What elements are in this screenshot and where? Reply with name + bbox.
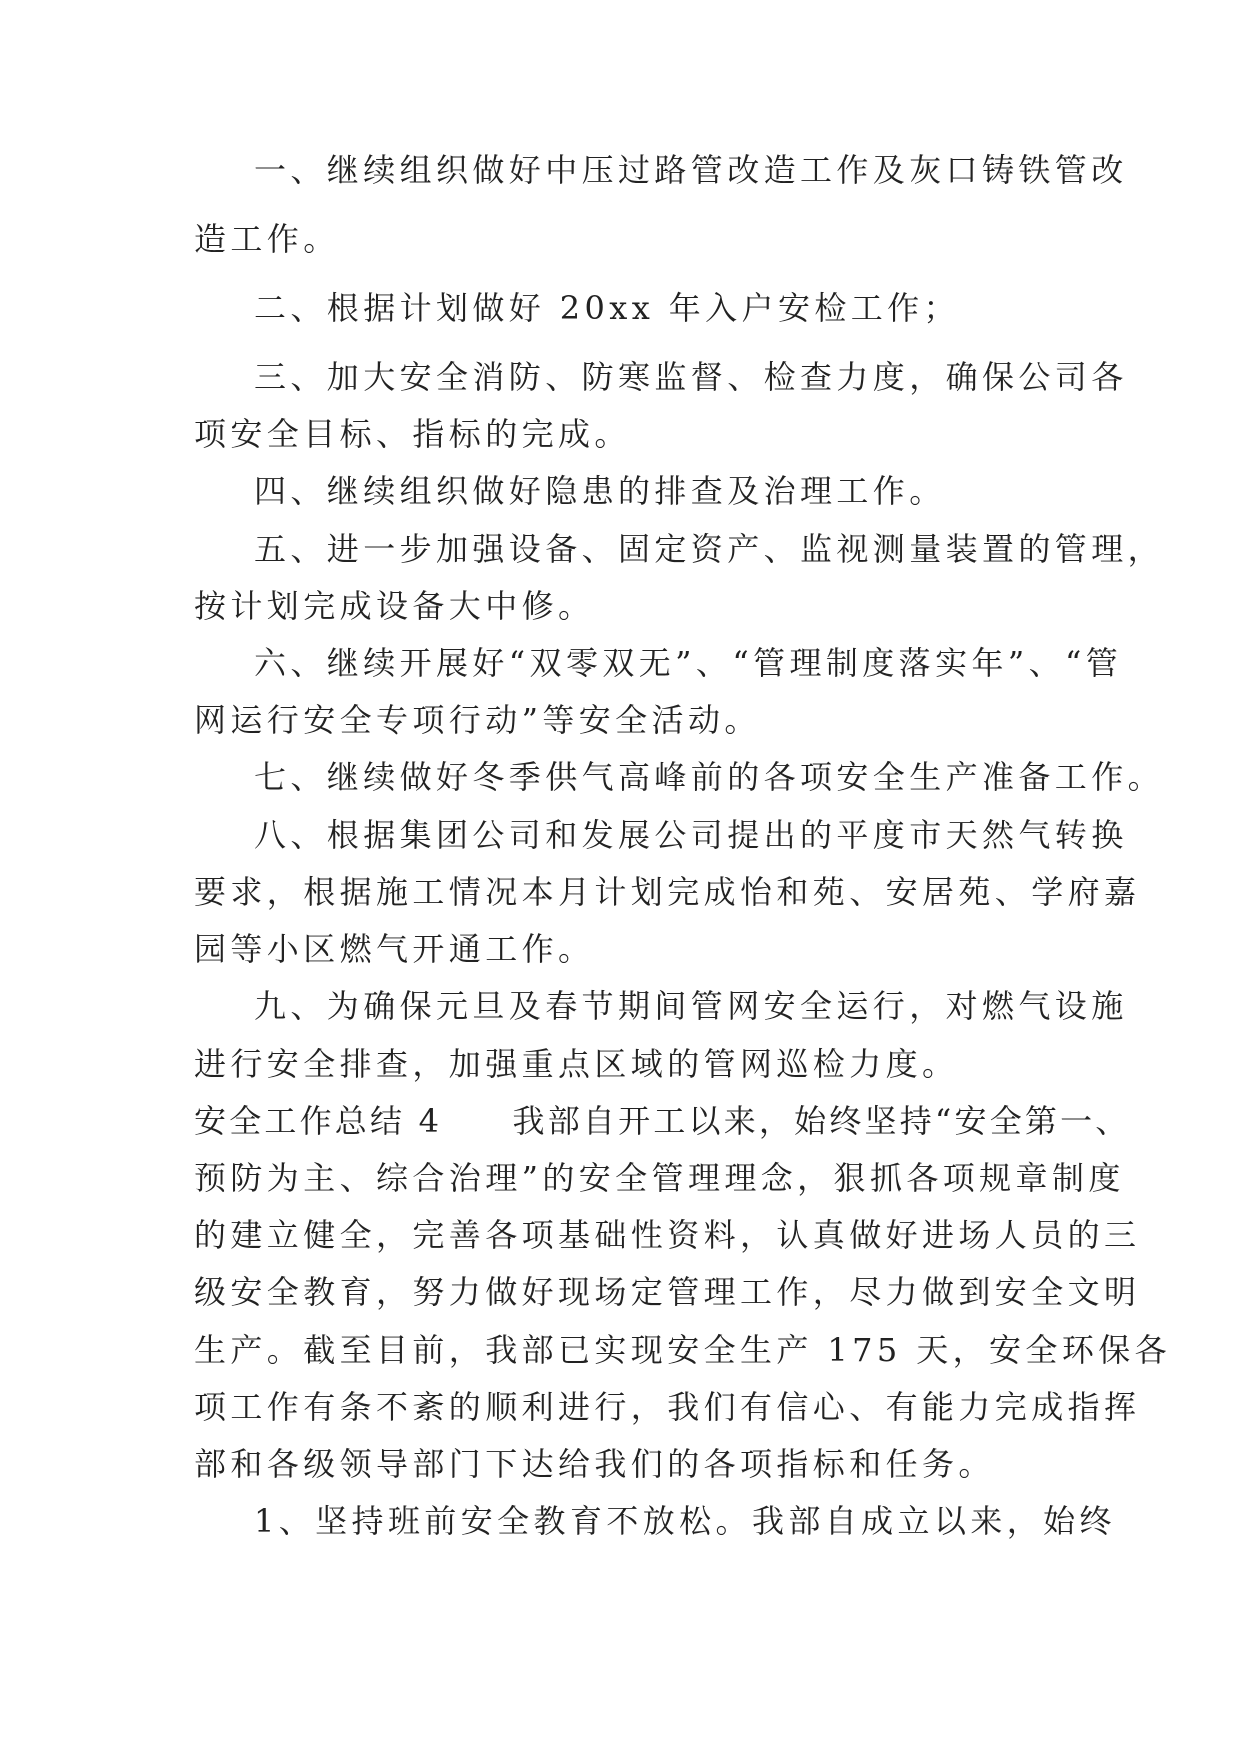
text-line: 六、继续开展好“双零双无”、“管理制度落实年”、“管 [254,644,1123,682]
text-line: 一、继续组织做好中压过路管改造工作及灰口铸铁管改 [254,151,1128,189]
text-line: 按计划完成设备大中修。 [194,587,595,625]
text-line: 1、坚持班前安全教育不放松。我部自成立以来，始终 [254,1502,1116,1540]
text-line: 五、进一步加强设备、固定资产、监视测量装置的管理， [254,530,1165,568]
text-line: 网运行安全专项行动”等安全活动。 [194,701,761,739]
text-line: 二、根据计划做好 20xx 年入户安检工作； [254,289,960,327]
text-line: 生产。截至目前，我部已实现安全生产 175 天，安全环保各 [194,1331,1172,1369]
text-line: 九、为确保元旦及春节期间管网安全运行，对燃气设施 [254,987,1128,1025]
text-line: 进行安全排查，加强重点区域的管网巡检力度。 [194,1045,959,1083]
text-line: 四、继续组织做好隐患的排查及治理工作。 [254,472,946,510]
text-line: 八、根据集团公司和发展公司提出的平度市天然气转换 [254,816,1128,854]
section-heading-line: 安全工作总结 4 我部自开工以来，始终坚持“安全第一、 [194,1102,1131,1140]
text-line: 的建立健全，完善各项基础性资料，认真做好进场人员的三 [194,1216,1141,1254]
text-line: 园等小区燃气开通工作。 [194,930,595,968]
text-line: 三、加大安全消防、防寒监督、检查力度，确保公司各 [254,358,1128,396]
text-line: 项工作有条不紊的顺利进行，我们有信心、有能力完成指挥 [194,1388,1141,1426]
text-line: 要求，根据施工情况本月计划完成怡和苑、安居苑、学府嘉 [194,873,1141,911]
text-line: 造工作。 [194,220,340,258]
text-line: 预防为主、综合治理”的安全管理理念，狠抓各项规章制度 [194,1159,1125,1197]
text-line: 部和各级领导部门下达给我们的各项指标和任务。 [194,1445,995,1483]
text-line: 级安全教育，努力做好现场定管理工作，尽力做到安全文明 [194,1273,1141,1311]
text-line: 项安全目标、指标的完成。 [194,415,631,453]
text-line: 七、继续做好冬季供气高峰前的各项安全生产准备工作。 [254,758,1165,796]
